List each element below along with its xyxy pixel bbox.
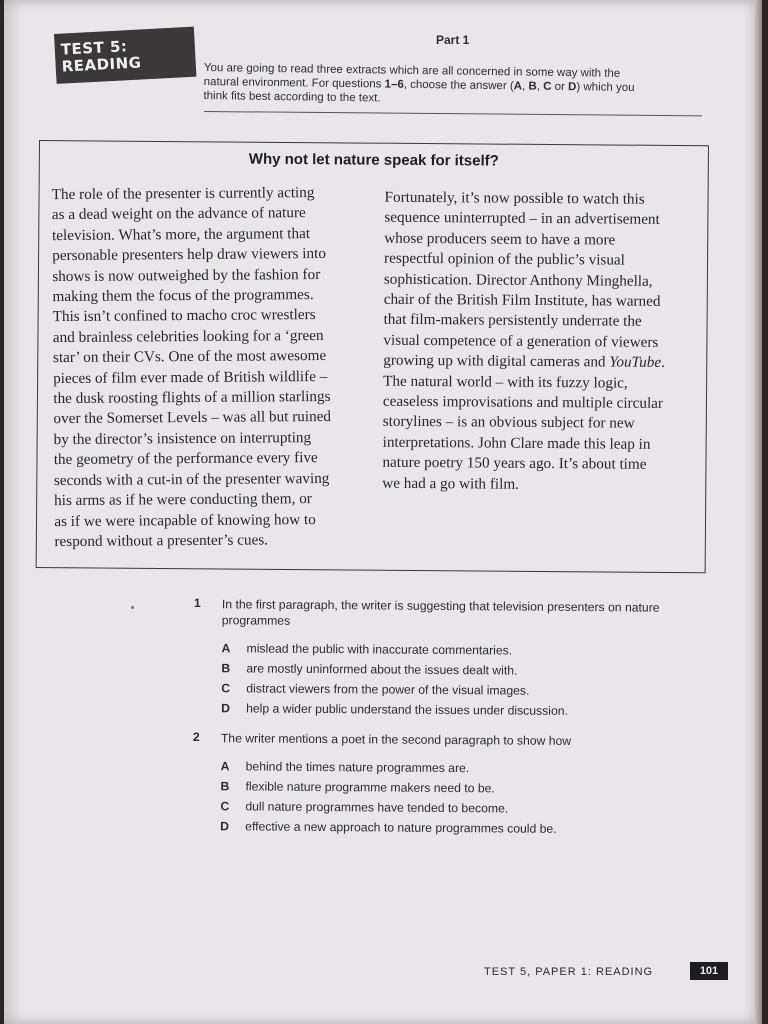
text-line: respond without a presenter’s cues. xyxy=(54,531,269,550)
answer-option[interactable]: B flexible nature programme makers need to be. xyxy=(220,779,495,796)
text-line: that film-makers persistently underrate the xyxy=(383,311,642,331)
divider xyxy=(204,111,702,116)
question-stem: The writer mentions a poet in the second paragraph to show how xyxy=(220,731,572,748)
instructions-line3: think fits best according to the text. xyxy=(203,89,381,105)
page-edge xyxy=(754,0,762,1024)
text-line: The natural world – with its fuzzy logic, xyxy=(383,372,628,392)
text-line: respectful opinion of the public’s visual xyxy=(384,249,625,269)
answer-option[interactable]: C dull nature programmes have tended to become. xyxy=(220,799,509,816)
extract-title: Why not let nature speak for itself? xyxy=(248,150,499,170)
answer-options xyxy=(220,756,733,840)
text-line: nature poetry 150 years ago. It’s about time xyxy=(382,453,647,474)
text-line: we had a go with film. xyxy=(382,474,520,493)
text-line: the dusk roosting flights of a million starlings xyxy=(53,387,331,408)
text-line: and brainless celebrities looking for a ‘green xyxy=(52,326,324,346)
text-line: The role of the presenter is currently acting xyxy=(51,184,315,204)
extract-column-right xyxy=(382,188,702,497)
text-line: by the director’s insistence on interrupting xyxy=(53,428,312,448)
page-number: 101 xyxy=(690,962,728,980)
answer-option[interactable]: C distract viewers from the power of the visual images. xyxy=(221,681,530,698)
answer-option[interactable]: D help a wider public understand the issues under discussion. xyxy=(221,701,568,718)
text-line: as a dead weight on the advance of nature xyxy=(51,204,306,224)
answer-options xyxy=(221,638,734,722)
question-number: 2 xyxy=(192,729,200,745)
test-badge xyxy=(54,27,196,84)
text-line: visual competence of a generation of viewers xyxy=(383,331,659,351)
text-line: growing up with digital cameras and YouTube. xyxy=(383,351,665,372)
question-number: 1 xyxy=(193,596,201,611)
instructions xyxy=(203,61,704,110)
text-line: seconds with a cut-in of the presenter waving xyxy=(53,469,330,489)
extract-column-left xyxy=(52,183,373,553)
answer-option[interactable]: B are mostly uninformed about the issues dealt with. xyxy=(221,661,518,678)
extract-box xyxy=(36,140,709,573)
text-line: This isn’t confined to macho croc wrestlers xyxy=(52,306,316,326)
text-line: shows is now outweighed by the fashion for xyxy=(52,265,321,285)
text-line: sequence uninterrupted – in an advertisement xyxy=(384,209,660,229)
instructions-line2: natural environment. For questions 1–6, choose the answer (A, B, C or D) which you xyxy=(203,75,635,95)
question-stem: In the first paragraph, the writer is suggesting that television presenters on nature programmes xyxy=(221,597,660,628)
answer-option[interactable]: A mislead the public with inaccurate commentaries. xyxy=(221,641,513,658)
text-line: making them the focus of the programmes. xyxy=(52,286,314,306)
text-line: storylines – is an obvious subject for new xyxy=(382,413,635,433)
text-line: sophistication. Director Anthony Minghella, xyxy=(383,270,653,290)
text-line: his arms as if he were conducting them, or xyxy=(54,490,312,510)
test-badge-line2: READING xyxy=(61,53,142,76)
test-badge-line1: TEST 5: xyxy=(60,37,128,59)
answer-option[interactable]: A behind the times nature programmes are. xyxy=(220,759,470,776)
text-line: over the Somerset Levels – was all but ruined xyxy=(53,408,332,428)
text-line: television. What’s more, the argument that xyxy=(51,224,311,244)
pencil-mark xyxy=(131,606,134,609)
text-line: the geometry of the performance every five xyxy=(53,449,318,469)
answer-option[interactable]: D effective a new approach to nature programmes could be. xyxy=(220,819,557,836)
text-line: whose producers seem to have a more xyxy=(384,229,616,249)
part-label: Part 1 xyxy=(436,33,470,47)
text-line: as if we were incapable of knowing how to xyxy=(54,510,316,530)
instructions-line1: You are going to read three extracts which are all concerned in some way with the xyxy=(203,61,621,80)
book-page xyxy=(4,0,762,1024)
text-line: Fortunately, it’s now possible to watch this xyxy=(384,188,645,208)
question-2 xyxy=(192,730,733,840)
text-line: ceaseless improvisations and multiple circular xyxy=(382,392,664,412)
text-line: chair of the British Film Institute, has warned xyxy=(383,290,661,310)
text-line: pieces of film ever made of British wildlife – xyxy=(53,367,328,387)
footer-label: TEST 5, PAPER 1: READING xyxy=(484,966,654,978)
question-1 xyxy=(193,596,734,722)
question-list xyxy=(192,596,734,852)
text-line: personable presenters help draw viewers into xyxy=(52,245,326,265)
text-line: interpretations. John Clare made this leap in xyxy=(382,433,651,453)
text-line: star’ on their CVs. One of the most awesome xyxy=(52,347,327,367)
